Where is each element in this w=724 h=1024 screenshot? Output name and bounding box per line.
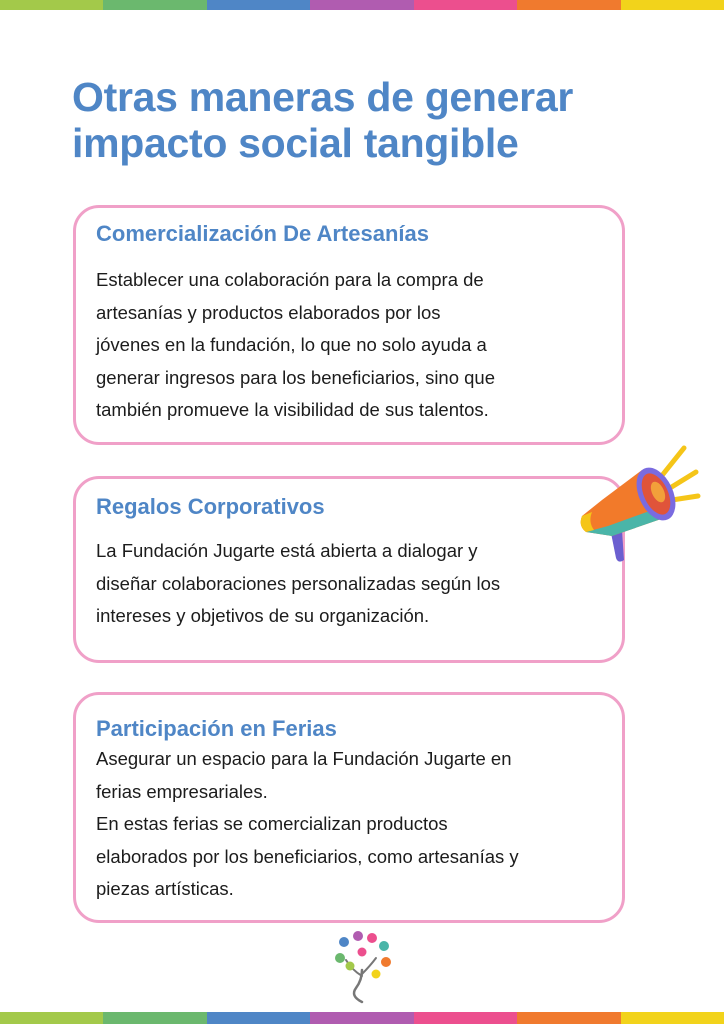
card-body-line: elaborados por los beneficiarios, como artesanías y bbox=[96, 845, 519, 867]
card-body-line: también promueve la visibilidad de sus talentos. bbox=[96, 399, 489, 420]
card-body-line: artesanías y productos elaborados por los bbox=[96, 301, 441, 323]
card-body-line: generar ingresos para los beneficiarios, sino que bbox=[96, 366, 496, 388]
page-title bbox=[72, 74, 672, 166]
top-color-stripe bbox=[0, 0, 724, 10]
card-body-line: ferias empresariales. bbox=[96, 780, 268, 802]
card-body bbox=[96, 743, 602, 906]
card-body bbox=[96, 264, 602, 427]
card-heading: Comercialización De Artesanías bbox=[96, 221, 429, 246]
card-body-line: En estas ferias se comercializan productos bbox=[96, 813, 448, 834]
card-body bbox=[96, 535, 602, 633]
card-regalos-corporativos bbox=[73, 476, 625, 663]
card-participacion-ferias bbox=[73, 692, 625, 923]
card-body-line: La Fundación Jugarte está abierta a dialogar y bbox=[96, 540, 478, 561]
megaphone-icon bbox=[572, 440, 702, 570]
card-heading: Participación en Ferias bbox=[96, 716, 337, 741]
card-comercializacion-artesanias bbox=[73, 205, 625, 445]
card-body-line: Establecer una colaboración para la compra de bbox=[96, 269, 484, 290]
card-body-line: jóvenes en la fundación, lo que no solo ayuda a bbox=[96, 334, 487, 355]
hands-tree-logo-icon bbox=[332, 930, 394, 1004]
bottom-color-stripe bbox=[0, 1012, 724, 1024]
card-body-line: intereses y objetivos de su organización. bbox=[96, 605, 430, 626]
card-body-line: piezas artísticas. bbox=[96, 878, 234, 899]
card-heading: Regalos Corporativos bbox=[96, 494, 325, 519]
page-title-line-1: Otras maneras de generar bbox=[72, 74, 573, 120]
page-title-line-2: impacto social tangible bbox=[72, 120, 519, 166]
card-body-line: Asegurar un espacio para la Fundación Jugarte en bbox=[96, 748, 512, 769]
card-body-line: diseñar colaboraciones personalizadas según los bbox=[96, 572, 501, 594]
